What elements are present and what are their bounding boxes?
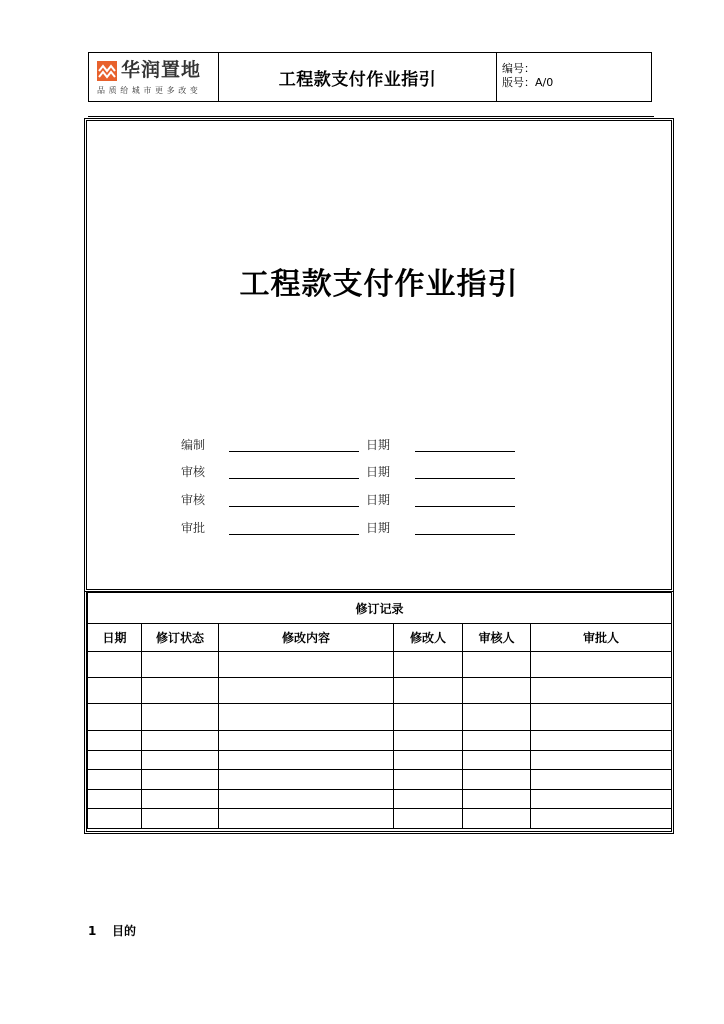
section-number: 1: [88, 924, 97, 938]
header-title: 工程款支付作业指引: [219, 53, 497, 101]
table-row: [88, 731, 672, 751]
revision-caption: 修订记录: [88, 593, 672, 624]
signature-line-approve[interactable]: [229, 534, 359, 535]
signature-role-review-2: 审核: [181, 493, 206, 507]
signature-date-line-review-2[interactable]: [415, 506, 515, 507]
signature-date-line-compile[interactable]: [415, 451, 515, 452]
column-header-reviewer: 审核人: [463, 624, 531, 652]
table-row: [88, 652, 672, 678]
table-row: [88, 770, 672, 790]
signature-role-approve: 审批: [181, 521, 206, 535]
section-heading: [88, 922, 136, 939]
signature-line-review-1[interactable]: [229, 478, 359, 479]
signature-line-review-2[interactable]: [229, 506, 359, 507]
signature-role-compile: 编制: [181, 438, 206, 452]
document-number-label: 编号：: [502, 62, 535, 75]
header-meta: [497, 53, 651, 101]
signature-date-line-review-1[interactable]: [415, 478, 515, 479]
section-title: 目的: [112, 924, 137, 938]
signature-date-label-compile: 日期: [366, 438, 391, 452]
document-version-label: 版号：A/0: [502, 76, 554, 89]
signature-date-label-approve: 日期: [366, 521, 391, 535]
logo-icon: [97, 61, 117, 81]
logo-cell: [89, 53, 219, 101]
column-header-date: 日期: [88, 624, 142, 652]
revision-record: [84, 592, 674, 834]
column-header-approver: 审批人: [531, 624, 672, 652]
signature-date-line-approve[interactable]: [415, 534, 515, 535]
table-row: [88, 751, 672, 770]
cover-box: [84, 118, 674, 592]
document-header: [88, 52, 652, 102]
column-header-content: 修改内容: [219, 624, 394, 652]
signature-role-review-1: 审核: [181, 465, 206, 479]
column-header-status: 修订状态: [142, 624, 219, 652]
logo-text: 华润置地: [121, 59, 202, 81]
logo-slogan: 品质给城市更多改变: [97, 86, 202, 95]
table-row: [88, 704, 672, 731]
header-divider: [88, 116, 654, 117]
revision-header-row: [88, 624, 672, 652]
signature-date-label-review-1: 日期: [366, 465, 391, 479]
table-row: [88, 790, 672, 809]
revision-table: [87, 592, 672, 829]
table-row: [88, 809, 672, 829]
signature-line-compile[interactable]: [229, 451, 359, 452]
column-header-modifier: 修改人: [394, 624, 463, 652]
signature-date-label-review-2: 日期: [366, 493, 391, 507]
cover-title: 工程款支付作业指引: [239, 267, 519, 302]
table-row: [88, 678, 672, 704]
